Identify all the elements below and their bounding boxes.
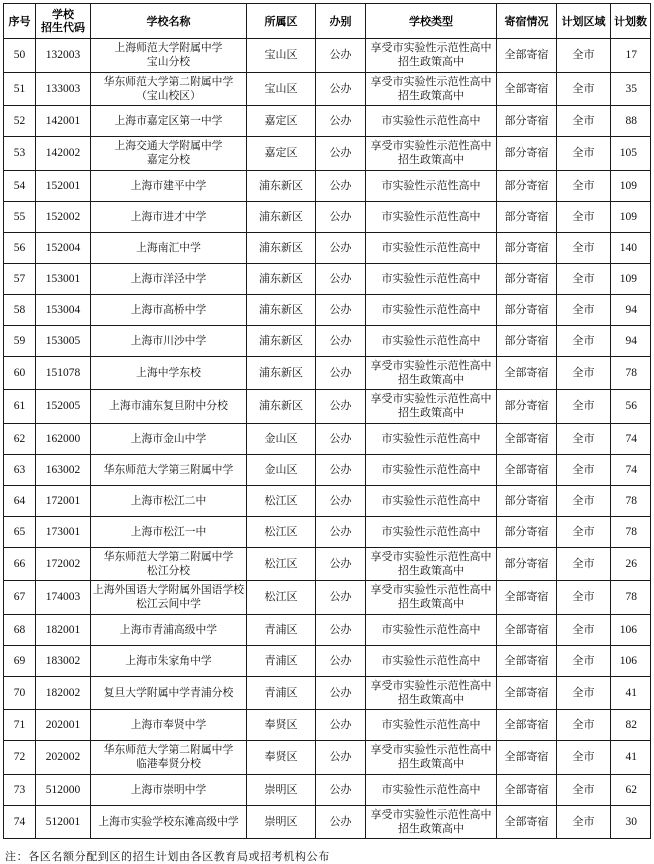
cell-quota: 56 (611, 390, 651, 424)
cell-type: 市实验性示范性高中 (366, 263, 497, 294)
cell-ownership: 公办 (316, 356, 366, 390)
cell-code: 183002 (36, 645, 91, 676)
table-row (4, 805, 651, 839)
cell-name: 上海中学东校 (91, 356, 247, 390)
cell-district: 浦东新区 (247, 263, 316, 294)
cell-area: 全市 (557, 741, 611, 775)
cell-type: 市实验性示范性高中 (366, 710, 497, 741)
table-row (4, 232, 651, 263)
cell-name: 华东师范大学第二附属中学 （宝山校区） (91, 72, 247, 106)
table (3, 3, 651, 839)
cell-type: 享受市实验性示范性高中 招生政策高中 (366, 39, 497, 73)
cell-code: 163002 (36, 454, 91, 485)
header-row (4, 4, 651, 39)
cell-area: 全市 (557, 805, 611, 839)
cell-code: 174003 (36, 581, 91, 615)
table-row (4, 516, 651, 547)
cell-index: 69 (4, 645, 36, 676)
cell-district: 松江区 (247, 547, 316, 581)
cell-code: 133003 (36, 72, 91, 106)
cell-ownership: 公办 (316, 423, 366, 454)
cell-name: 上海市崇明中学 (91, 774, 247, 805)
cell-index: 61 (4, 390, 36, 424)
cell-quota: 105 (611, 137, 651, 171)
table-row (4, 263, 651, 294)
cell-district: 松江区 (247, 516, 316, 547)
cell-ownership: 公办 (316, 170, 366, 201)
cell-name: 复旦大学附属中学青浦分校 (91, 676, 247, 710)
cell-code: 153001 (36, 263, 91, 294)
cell-index: 66 (4, 547, 36, 581)
cell-quota: 41 (611, 741, 651, 775)
cell-quota: 88 (611, 106, 651, 137)
cell-district: 浦东新区 (247, 294, 316, 325)
cell-quota: 78 (611, 581, 651, 615)
cell-ownership: 公办 (316, 201, 366, 232)
cell-code: 153004 (36, 294, 91, 325)
cell-boarding: 部分寄宿 (497, 232, 557, 263)
cell-boarding: 部分寄宿 (497, 106, 557, 137)
cell-district: 宝山区 (247, 72, 316, 106)
cell-code: 512000 (36, 774, 91, 805)
cell-name: 上海市奉贤中学 (91, 710, 247, 741)
table-row (4, 774, 651, 805)
cell-code: 512001 (36, 805, 91, 839)
cell-ownership: 公办 (316, 454, 366, 485)
cell-area: 全市 (557, 676, 611, 710)
cell-ownership: 公办 (316, 805, 366, 839)
cell-ownership: 公办 (316, 232, 366, 263)
cell-type: 市实验性示范性高中 (366, 106, 497, 137)
cell-name: 华东师范大学第二附属中学 松江分校 (91, 547, 247, 581)
cell-boarding: 部分寄宿 (497, 294, 557, 325)
cell-boarding: 全部寄宿 (497, 356, 557, 390)
cell-name: 华东师范大学第三附属中学 (91, 454, 247, 485)
cell-type: 享受市实验性示范性高中 招生政策高中 (366, 741, 497, 775)
cell-index: 58 (4, 294, 36, 325)
cell-district: 嘉定区 (247, 137, 316, 171)
cell-code: 202001 (36, 710, 91, 741)
cell-district: 青浦区 (247, 645, 316, 676)
cell-area: 全市 (557, 325, 611, 356)
cell-quota: 78 (611, 356, 651, 390)
cell-index: 72 (4, 741, 36, 775)
cell-type: 享受市实验性示范性高中 招生政策高中 (366, 356, 497, 390)
cell-ownership: 公办 (316, 390, 366, 424)
header-ownership: 办别 (316, 4, 366, 39)
cell-ownership: 公办 (316, 106, 366, 137)
cell-type: 市实验性示范性高中 (366, 232, 497, 263)
cell-quota: 74 (611, 454, 651, 485)
cell-name: 上海市嘉定区第一中学 (91, 106, 247, 137)
cell-index: 55 (4, 201, 36, 232)
cell-name: 上海市洋泾中学 (91, 263, 247, 294)
table-row (4, 485, 651, 516)
table-row (4, 710, 651, 741)
cell-district: 浦东新区 (247, 325, 316, 356)
cell-code: 182002 (36, 676, 91, 710)
cell-district: 奉贤区 (247, 741, 316, 775)
cell-name: 上海市金山中学 (91, 423, 247, 454)
cell-ownership: 公办 (316, 741, 366, 775)
cell-boarding: 部分寄宿 (497, 485, 557, 516)
cell-index: 53 (4, 137, 36, 171)
cell-area: 全市 (557, 106, 611, 137)
cell-district: 浦东新区 (247, 232, 316, 263)
cell-area: 全市 (557, 454, 611, 485)
header-type: 学校类型 (366, 4, 497, 39)
cell-area: 全市 (557, 423, 611, 454)
cell-area: 全市 (557, 581, 611, 615)
cell-area: 全市 (557, 710, 611, 741)
cell-quota: 17 (611, 39, 651, 73)
cell-quota: 109 (611, 263, 651, 294)
cell-type: 市实验性示范性高中 (366, 485, 497, 516)
cell-name: 上海市松江一中 (91, 516, 247, 547)
cell-area: 全市 (557, 547, 611, 581)
cell-code: 152001 (36, 170, 91, 201)
cell-area: 全市 (557, 72, 611, 106)
header-name: 学校名称 (91, 4, 247, 39)
cell-ownership: 公办 (316, 581, 366, 615)
cell-index: 56 (4, 232, 36, 263)
cell-code: 202002 (36, 741, 91, 775)
header-district: 所属区 (247, 4, 316, 39)
cell-boarding: 部分寄宿 (497, 390, 557, 424)
table-row (4, 106, 651, 137)
cell-district: 宝山区 (247, 39, 316, 73)
cell-district: 崇明区 (247, 805, 316, 839)
cell-boarding: 全部寄宿 (497, 676, 557, 710)
cell-index: 65 (4, 516, 36, 547)
cell-district: 松江区 (247, 485, 316, 516)
cell-area: 全市 (557, 294, 611, 325)
cell-quota: 140 (611, 232, 651, 263)
cell-type: 市实验性示范性高中 (366, 201, 497, 232)
table-row (4, 72, 651, 106)
school-quota-table (3, 3, 650, 839)
cell-code: 142002 (36, 137, 91, 171)
cell-boarding: 全部寄宿 (497, 645, 557, 676)
cell-area: 全市 (557, 356, 611, 390)
table-row (4, 325, 651, 356)
cell-district: 崇明区 (247, 774, 316, 805)
cell-code: 152004 (36, 232, 91, 263)
cell-type: 享受市实验性示范性高中 招生政策高中 (366, 547, 497, 581)
cell-index: 51 (4, 72, 36, 106)
cell-district: 金山区 (247, 423, 316, 454)
cell-ownership: 公办 (316, 137, 366, 171)
table-row (4, 423, 651, 454)
cell-ownership: 公办 (316, 676, 366, 710)
cell-ownership: 公办 (316, 774, 366, 805)
cell-index: 60 (4, 356, 36, 390)
header-quota: 计划数 (611, 4, 651, 39)
cell-name: 上海市川沙中学 (91, 325, 247, 356)
cell-boarding: 部分寄宿 (497, 170, 557, 201)
cell-ownership: 公办 (316, 645, 366, 676)
cell-name: 上海市高桥中学 (91, 294, 247, 325)
cell-quota: 82 (611, 710, 651, 741)
table-row (4, 137, 651, 171)
cell-index: 68 (4, 614, 36, 645)
cell-index: 50 (4, 39, 36, 73)
cell-boarding: 部分寄宿 (497, 516, 557, 547)
cell-type: 市实验性示范性高中 (366, 645, 497, 676)
cell-type: 市实验性示范性高中 (366, 454, 497, 485)
table-row (4, 741, 651, 775)
cell-type: 市实验性示范性高中 (366, 614, 497, 645)
cell-boarding: 全部寄宿 (497, 581, 557, 615)
cell-quota: 94 (611, 325, 651, 356)
cell-boarding: 全部寄宿 (497, 72, 557, 106)
cell-type: 享受市实验性示范性高中 招生政策高中 (366, 390, 497, 424)
cell-name: 上海市朱家角中学 (91, 645, 247, 676)
table-row (4, 614, 651, 645)
cell-quota: 109 (611, 170, 651, 201)
cell-district: 浦东新区 (247, 201, 316, 232)
header-area: 计划区域 (557, 4, 611, 39)
cell-name: 上海南汇中学 (91, 232, 247, 263)
cell-boarding: 部分寄宿 (497, 263, 557, 294)
table-row (4, 676, 651, 710)
table-body (4, 39, 651, 839)
cell-code: 152005 (36, 390, 91, 424)
cell-code: 132003 (36, 39, 91, 73)
cell-name: 上海市进才中学 (91, 201, 247, 232)
cell-area: 全市 (557, 774, 611, 805)
cell-boarding: 部分寄宿 (497, 325, 557, 356)
cell-boarding: 部分寄宿 (497, 547, 557, 581)
cell-area: 全市 (557, 485, 611, 516)
cell-code: 152002 (36, 201, 91, 232)
cell-boarding: 全部寄宿 (497, 454, 557, 485)
cell-quota: 94 (611, 294, 651, 325)
cell-name: 上海交通大学附属中学 嘉定分校 (91, 137, 247, 171)
cell-code: 142001 (36, 106, 91, 137)
cell-district: 浦东新区 (247, 356, 316, 390)
cell-index: 70 (4, 676, 36, 710)
cell-area: 全市 (557, 263, 611, 294)
cell-quota: 35 (611, 72, 651, 106)
cell-ownership: 公办 (316, 485, 366, 516)
cell-type: 享受市实验性示范性高中 招生政策高中 (366, 137, 497, 171)
cell-quota: 41 (611, 676, 651, 710)
cell-boarding: 全部寄宿 (497, 805, 557, 839)
cell-type: 享受市实验性示范性高中 招生政策高中 (366, 676, 497, 710)
cell-type: 享受市实验性示范性高中 招生政策高中 (366, 72, 497, 106)
table-row (4, 170, 651, 201)
cell-type: 享受市实验性示范性高中 招生政策高中 (366, 581, 497, 615)
cell-district: 浦东新区 (247, 390, 316, 424)
header-boarding: 寄宿情况 (497, 4, 557, 39)
cell-type: 市实验性示范性高中 (366, 170, 497, 201)
cell-quota: 74 (611, 423, 651, 454)
cell-index: 62 (4, 423, 36, 454)
cell-area: 全市 (557, 232, 611, 263)
cell-index: 59 (4, 325, 36, 356)
cell-area: 全市 (557, 645, 611, 676)
cell-name: 上海市青浦高级中学 (91, 614, 247, 645)
cell-boarding: 全部寄宿 (497, 741, 557, 775)
cell-district: 奉贤区 (247, 710, 316, 741)
cell-index: 63 (4, 454, 36, 485)
cell-name: 上海师范大学附属中学 宝山分校 (91, 39, 247, 73)
cell-ownership: 公办 (316, 263, 366, 294)
cell-ownership: 公办 (316, 72, 366, 106)
cell-type: 市实验性示范性高中 (366, 516, 497, 547)
table-row (4, 547, 651, 581)
cell-code: 182001 (36, 614, 91, 645)
cell-area: 全市 (557, 137, 611, 171)
cell-type: 市实验性示范性高中 (366, 774, 497, 805)
cell-boarding: 全部寄宿 (497, 423, 557, 454)
cell-name: 上海市松江二中 (91, 485, 247, 516)
table-row (4, 390, 651, 424)
cell-name: 上海市实验学校东滩高级中学 (91, 805, 247, 839)
cell-quota: 109 (611, 201, 651, 232)
cell-index: 57 (4, 263, 36, 294)
cell-ownership: 公办 (316, 294, 366, 325)
cell-ownership: 公办 (316, 710, 366, 741)
cell-code: 172002 (36, 547, 91, 581)
cell-district: 金山区 (247, 454, 316, 485)
cell-quota: 106 (611, 645, 651, 676)
cell-name: 上海市浦东复旦附中分校 (91, 390, 247, 424)
cell-code: 173001 (36, 516, 91, 547)
cell-district: 松江区 (247, 581, 316, 615)
cell-boarding: 部分寄宿 (497, 201, 557, 232)
header-code: 学校 招生代码 (36, 4, 91, 39)
cell-boarding: 全部寄宿 (497, 774, 557, 805)
cell-area: 全市 (557, 39, 611, 73)
cell-index: 73 (4, 774, 36, 805)
cell-ownership: 公办 (316, 516, 366, 547)
cell-ownership: 公办 (316, 614, 366, 645)
table-row (4, 356, 651, 390)
cell-index: 74 (4, 805, 36, 839)
table-row (4, 581, 651, 615)
table-row (4, 294, 651, 325)
table-row (4, 645, 651, 676)
cell-quota: 62 (611, 774, 651, 805)
cell-ownership: 公办 (316, 547, 366, 581)
cell-name: 华东师范大学第二附属中学 临港奉贤分校 (91, 741, 247, 775)
cell-name: 上海外国语大学附属外国语学校 松江云间中学 (91, 581, 247, 615)
cell-area: 全市 (557, 614, 611, 645)
cell-index: 52 (4, 106, 36, 137)
cell-area: 全市 (557, 390, 611, 424)
cell-name: 上海市建平中学 (91, 170, 247, 201)
cell-quota: 78 (611, 485, 651, 516)
cell-code: 172001 (36, 485, 91, 516)
cell-index: 64 (4, 485, 36, 516)
cell-type: 享受市实验性示范性高中 招生政策高中 (366, 805, 497, 839)
cell-area: 全市 (557, 201, 611, 232)
cell-area: 全市 (557, 516, 611, 547)
cell-boarding: 全部寄宿 (497, 614, 557, 645)
cell-index: 67 (4, 581, 36, 615)
cell-area: 全市 (557, 170, 611, 201)
cell-boarding: 部分寄宿 (497, 137, 557, 171)
cell-type: 市实验性示范性高中 (366, 325, 497, 356)
cell-type: 市实验性示范性高中 (366, 294, 497, 325)
table-header (4, 4, 651, 39)
cell-district: 嘉定区 (247, 106, 316, 137)
cell-district: 青浦区 (247, 614, 316, 645)
cell-district: 青浦区 (247, 676, 316, 710)
footnote: 注：各区名额分配到区的招生计划由各区教育局或招考机构公布 (5, 850, 330, 863)
cell-index: 71 (4, 710, 36, 741)
table-row (4, 201, 651, 232)
cell-quota: 106 (611, 614, 651, 645)
cell-type: 市实验性示范性高中 (366, 423, 497, 454)
cell-quota: 30 (611, 805, 651, 839)
cell-boarding: 全部寄宿 (497, 39, 557, 73)
cell-ownership: 公办 (316, 325, 366, 356)
table-row (4, 454, 651, 485)
cell-code: 162000 (36, 423, 91, 454)
cell-code: 151078 (36, 356, 91, 390)
cell-code: 153005 (36, 325, 91, 356)
cell-boarding: 全部寄宿 (497, 710, 557, 741)
cell-index: 54 (4, 170, 36, 201)
cell-quota: 26 (611, 547, 651, 581)
cell-ownership: 公办 (316, 39, 366, 73)
cell-quota: 78 (611, 516, 651, 547)
header-index: 序号 (4, 4, 36, 39)
cell-district: 浦东新区 (247, 170, 316, 201)
table-row (4, 39, 651, 73)
